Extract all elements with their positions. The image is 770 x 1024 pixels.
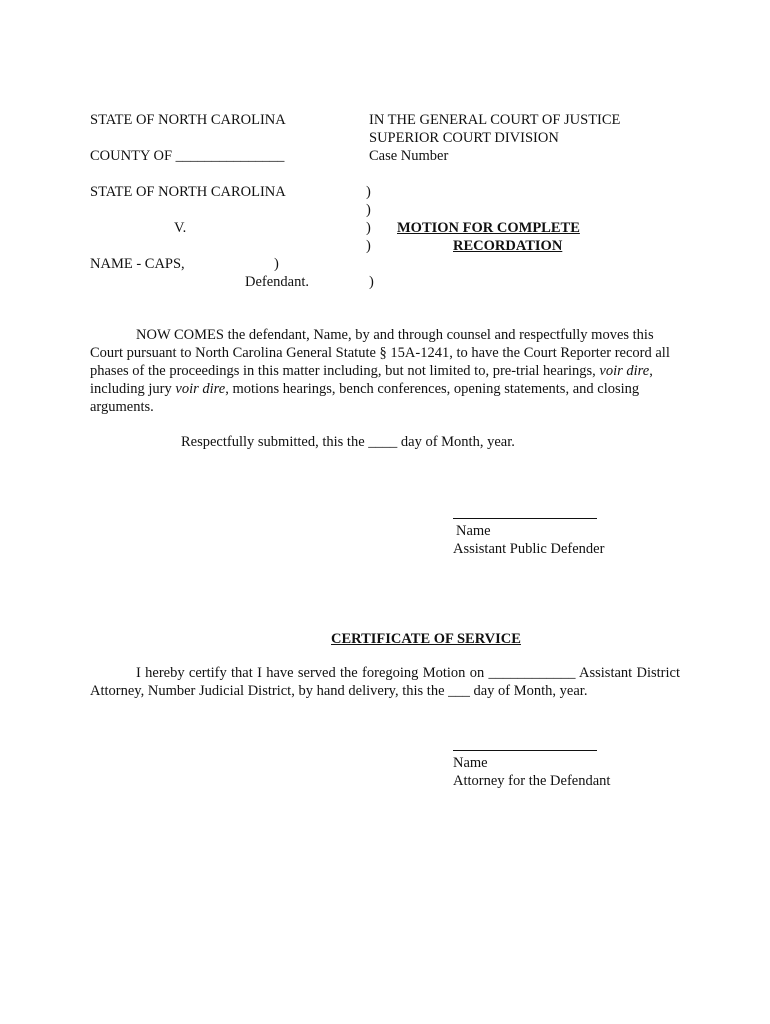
signer-title-1: Assistant Public Defender [453,541,605,557]
motion-body [90,326,678,416]
motion-title-line2: RECORDATION [453,238,563,254]
motion-italic-1: voir dire [599,363,650,379]
county-line: COUNTY OF _______________ [90,148,285,164]
defendant-label: Defendant. [245,274,310,290]
certificate-text: I hereby certify that I have served the foregoing Motion on ____________ Assistant District Attorney, Number Judicial District, by hand delivery, this the ___ day of Month, year. [90,665,680,699]
caption-paren-2: ) [366,202,371,218]
submitted-line: Respectfully submitted, this the ____ day of Month, year. [181,434,515,450]
plaintiff-name: STATE OF NORTH CAROLINA [90,184,286,200]
motion-title-line1: MOTION FOR COMPLETE [397,220,580,236]
court-name: IN THE GENERAL COURT OF JUSTICE [369,112,621,128]
versus-label: V. [174,220,187,236]
caption-paren-5: ) [369,274,374,290]
motion-text-1: NOW COMES the defendant, Name, by and through counsel and respectfully moves this Court pursuant to North Carolina General Statute § 15A-1241, to have the Court Reporter record all phases of the proceedings in this matter including, but not limited to, pre-trial hearings, [90,327,670,379]
case-number: Case Number [369,148,449,164]
motion-italic-2: voir dire [175,381,226,397]
caption-paren-3: ) [366,220,371,236]
court-division: SUPERIOR COURT DIVISION [369,130,559,146]
caption-paren-1: ) [366,184,371,200]
certificate-body [90,664,680,700]
signer-name-1: Name [456,523,491,539]
motion-text-3: , motions hearings, bench conferences, opening statements, and closing arguments. [90,381,640,415]
certificate-heading: CERTIFICATE OF SERVICE [331,631,521,647]
defendant-name: NAME - CAPS, [90,256,185,272]
signature-line-1 [453,518,597,519]
signature-line-2 [453,750,597,751]
signer-name-2: Name [453,755,488,771]
motion-text-2: , including jury [90,363,653,397]
defendant-paren: ) [274,256,279,272]
caption-paren-4: ) [366,238,371,254]
state-header: STATE OF NORTH CAROLINA [90,112,286,128]
signer-title-2: Attorney for the Defendant [453,773,611,789]
